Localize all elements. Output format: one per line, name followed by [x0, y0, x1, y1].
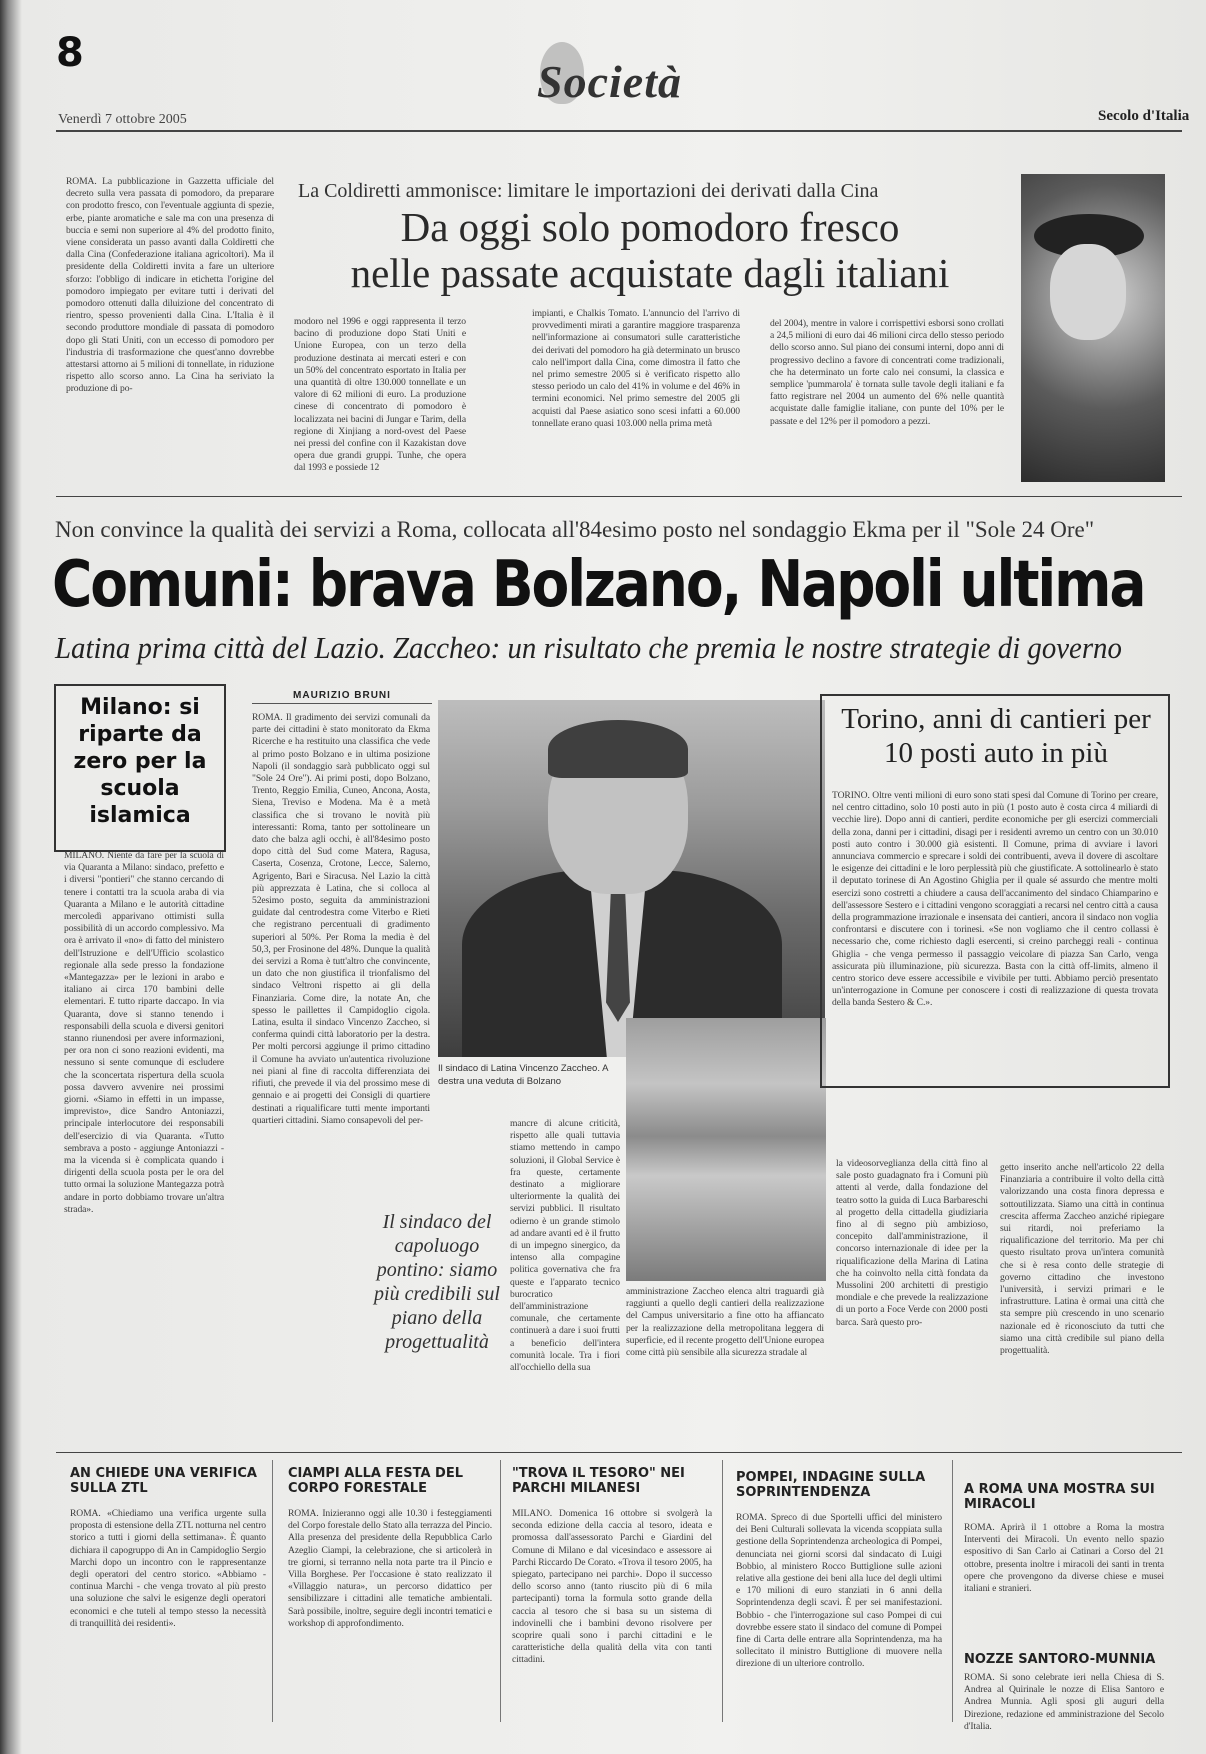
tomato-column-2: modoro nel 1996 e oggi rappresenta il terzo bacino di produzione dopo Stati Uniti e Unione Europea, con un terzo della produzione destinata ai mercati esteri e con un 50% del concentrato esportato in Italia per una quantità di oltre 130.000 tonnellate e un valore di 62 milioni di euro. La produzione cinese di concentrato di pomodoro è localizzata nei bacini di Jungar e Tarim, della regione di Xinjiang a nord-ovest del Paese nei pressi del confine con il Kazakistan dove opera due grandi gruppi. Tunhe, che opera dal 1993 e possiede 12 — [294, 316, 466, 474]
main-column-5: getto inserito anche nell'articolo 22 della Finanziaria a contribuire il volto della città valorizzando una costa finora depressa e sottoutilizzata. Siamo una città in continua crescita afferma Zaccheo anziché ripiegare sui ritardi, noi preferiamo la riqualificazione del territorio. Ma per chi questo risultato prova un'intera comunità che si è resa conto delle strategie di governo cittadino che investono l'università, i servizi primari e le infrastrutture. Latina è ormai una città che sta sempre più crescendo in uno scenario nazionale ed è riconosciuto da tutti che siamo una città credibile sul piano della progettualità. — [1000, 1162, 1164, 1357]
brief-title: A ROMA UNA MOSTRA SUI MIRACOLI — [964, 1482, 1155, 1512]
brief-title: CIAMPI ALLA FESTA DEL CORPO FORESTALE — [288, 1466, 464, 1496]
main-kicker: Non convince la qualità dei servizi a Roma, collocata all'84esimo posto nel sondaggio Ekma per il "Sole 24 Ore" — [55, 517, 1095, 542]
byline: MAURIZIO BRUNI — [252, 690, 432, 704]
brief-body: ROMA. Aprirà il 1 ottobre a Roma la mostra Interventi dei Miracoli. Un evento nello spazio espositivo di San Carlo ai Catinari a Corso del 21 ottobre, presenta inoltre i miracoli dei santi in trenta opere che provengono da diverse chiese e musei italiani e stranieri. — [964, 1522, 1164, 1595]
tomato-column-1: ROMA. La pubblicazione in Gazzetta ufficiale del decreto sulla vera passata di pomodoro, da preparare con prodotto fresco, con l'eventuale aggiunta di spezie, erbe, piante aromatiche e sale ma con una presenza di buccia e semi non superiore al 4% del prodotto finito, viene considerata un passo avanti dalla Coldiretti che dalla Cina (Confederazione italiana agricoltori). Ma il presidente della Coldiretti invita a fare un ulteriore sforzo: l'obbligo di indicare in etichetta l'origine del pomodoro impiegato per evitare tutti i derivati del pomodoro ottenuti dalla diluizione del concentrato di rientro, spesso provenienti dalla Cina. L'Italia è il secondo produttore mondiale di passata di pomodoro dopo gli Stati Uniti, con un eccesso di pomodoro per l'industria di trasformazione che quest'anno dovrebbe attestarsi attorno ai 5 milioni di tonnellate, in riduzione rispetto allo scorso anno. La Cina ha seriviato la produzione di po- — [66, 176, 274, 395]
photo-bolzano-view — [626, 1018, 826, 1281]
briefs-divider — [952, 1460, 953, 1722]
main-column-3: amministrazione Zaccheo elenca altri traguardi già raggiunti a quello degli cantieri della realizzazione del Campus universitario a fine otto ha affiancato per la realizzazione della metropolitana leggera di superficie, ed il recente progetto dell'Unione europea come città più sensibile alla sicurezza stradale al — [626, 1286, 824, 1359]
tomato-column-3: impianti, e Chalkis Tomato. L'annuncio del l'arrivo di provvedimenti mirati a garantire maggiore trasparenza nell'informazione ai consumatori sulle caratteristiche dei derivati del pomodoro ha già determinato un brusco calo nell'import dalla Cina, come dimostra il fatto che nel primo semestre 2005 si è verificato rispetto allo stesso periodo un calo del 41% in volume e del 46% in termini economici. Nel primo semestre del 2005 gli acquisti dal Paese asiatico sono scesi infatti a 60.000 tonnellate erano quasi 103.000 nella prima metà — [532, 308, 740, 429]
milano-box-title: Milano: si riparte da zero per la scuola islamica — [73, 695, 207, 828]
torino-box-body: TORINO. Oltre venti milioni di euro sono stati spesi dal Comune di Torino per creare, nel centro cittadino, solo 10 posti auto in più (1 posto auto è costa circa 4 miliardi di vecchie lire). Dopo anni di cantieri, perdite economiche per gli esercizi commerciali della zona, danni per i cittadini, disagi per i residenti avremo un centro con un 30.010 posti auto contro i 30.000 già esistenti. Il Comune, prima di avviare i lavori annunciava commercio e sprecare i soldi dei contribuenti, aveva il dovere di ascoltare le esigenze dei cittadini e le loro perplessità più che giustificate. A sottolinearlo è stato il deputato torinese di An Agostino Ghiglia per il quale sé assurdo che mentre molti esercizi sono costretti a chiudere a causa dell'accanimento del sindaco Chiamparino e dell'assessore Sestero e i cittadini vengono scoraggiati a recarsi nel centro città a causa della programmazione irrazionale e insensata dei cantieri, ancora il sindaco non voglia confrontarsi e discutere con i torinesi. «Se non vogliamo che il centro collassi è necessario che, come richiesto dagli esercenti, si creino parcheggi reali - continua Ghiglia - che venga permesso il passaggio veicolare di piazza San Carlo, venga assicurata più illuminazione, più sicurezza. Basta con la città off-limits, almeno il centro storico deve essere accessibile e vivibile per tutti. Abbiamo perciò presentato un'interrogazione in Comune per conoscere i costi di realizzazione di questa trovata della banda Sestero & C.». — [832, 790, 1158, 1009]
main-column-2: mancre di alcune criticità, rispetto alle quali tuttavia stiamo mettendo in campo soluzioni, il Global Service è fra queste, certamente destinato a migliorare ulteriormente la qualità dei servizi pubblici. Il risultato odierno è un grande stimolo ad andare avanti ed è il frutto di un impegno sinergico, da intenso alla compagine politica governativa che fra queste e l'apparato tecnico burocratico dell'amministrazione comunale, che certamente continuerà a dare i suoi frutti a beneficio dell'intera comunità locale. Tra i fiori all'occhiello della sua — [510, 1118, 620, 1374]
brief-title: AN CHIEDE UNA VERIFICA SULLA ZTL — [70, 1466, 257, 1496]
tomato-headline — [290, 204, 1010, 296]
photo-face-shape — [1050, 244, 1126, 340]
section-title: Società — [537, 56, 682, 107]
brief-title: NOZZE SANTORO-MUNNIA — [964, 1652, 1156, 1667]
newspaper-name: Secolo d'Italia — [1098, 108, 1190, 124]
page-number: 8 — [56, 30, 84, 76]
briefs-rule — [56, 1452, 1182, 1453]
main-headline: Comuni: brava Bolzano, Napoli ultima — [52, 548, 1145, 622]
tomato-headline-line1: Da oggi solo pomodoro fresco — [400, 204, 900, 250]
masthead-rule — [56, 130, 1182, 132]
brief-title: POMPEI, INDAGINE SULLA SOPRINTENDENZA — [736, 1470, 926, 1500]
main-column-4: la videosorveglianza della città fino al sale posto guadagnato fra i Comuni più attenti al verde, dalla fondazione del teatro sotto la guida di Luca Barbareschi al progetto della cittadella giudiziaria fino al di segno più ambizioso, concepito dall'amministrazione, il concorso internazionale di idee per la riqualificazione della Marina di Latina che ha coinvolto nella città fondata da Mussolini 200 architetti di prestigio mondiale e che prevede la realizzazione di un porto a Foce Verde con 2000 posti barca. Sarà questo pro- — [836, 1158, 988, 1328]
main-column-1: ROMA. Il gradimento dei servizi comunali da parte dei cittadini è stato monitorato da Ekma Ricerche e ha restituito una classifica che vede al primo posto Bolzano e in ultima posizione Napoli (il sondaggio sarà pubblicato oggi sul "Sole 24 Ore"). Ai primi posti, dopo Bolzano, Trento, Reggio Emilia, Cuneo, Ancona, Aosta, Siena, Treviso e Modena. Ma è a metà classifica che si trovano le novità più interessanti: Roma, tanto per sottolineare un dato che balza agli occhi, è all'84esimo posto dopo città del Sud come Matera, Ragusa, Caserta, Cosenza, Crotone, Lecce, Salerno, Agrigento, Bari e Siracusa. Nel Lazio la città più apprezzata è Latina, che si colloca al 52esimo posto, seguita da amministrazioni guidate dal centrodestra come Viterbo e Rieti che registrano percentuali di gradimento superiori al 50%. Per Roma la media è del 50,3, per Frosinone del 48%. Dunque la qualità dei servizi a Roma è tutt'altro che convincente, un dato che non giustifica il trionfalismo del sindaco Veltroni rispetto ai gli della Finanziaria. Come dire, la notate An, che spesso le paillettes il Campidoglio cigola. Latina, esulta il sindaco Vincenzo Zaccheo, si conferma quindi città laboratorio per la destra. Per molti percorsi aggiunge il primo cittadino il Comune ha avviato un'autentica rivoluzione nei piani al fine di raccolta differenziata dei rifiuti, che prevede il via del prossimo mese di gennaio e ai progetti dei Consigli di quartiere destinati a riqualificare tutti mente importanti quartieri cittadini. Siamo consapevoli del per- — [252, 712, 430, 1126]
brief-body: ROMA. Spreco di due Sportelli uffici del ministero dei Beni Culturali sollevata la vicenda scoppiata sulla gestione della Soprintendenza archeologica di Pompei, denunciata nei giorni scorsi dal sindacato di Luigi Bobbio, al ministero Rocco Buttiglione sulle azioni relative alla gestione dei beni alla luce del degli ultimi e 170 milioni di euro stanziati in 6 anni della Soprintendenza degli scavi. È per sei manifestazioni. Bobbio - che l'interrogazione sul caso Pompei di cui dovrebbe essere stato il sindaco del comune di Pompei fine di Carta delle entrare alla Soprintendenza, ma ha sollecitato il ministro Buttiglione di muovere nella direzione di un ulteriore controllo. — [736, 1512, 942, 1670]
brief-body: ROMA. «Chiediamo una verifica urgente sulla proposta di estensione della ZTL notturna nel centro storico a tutti i giorni della settimana». È quanto dichiara il capogruppo di An in Campidoglio Sergio Marchi dopo un incontro con le rappresentanze degli operatori del centro storico. «Abbiamo - continua Marchi - che venga trovato al più presto una soluzione che salvi le esigenze degli operatori economici e che tuteli al tempo stesso la necessità di tranquillità dei residenti». — [70, 1508, 266, 1629]
tomato-kicker: La Coldiretti ammonisce: limitare le importazioni dei derivati dalla Cina — [298, 180, 879, 202]
photo-mayor-hair-shape — [548, 720, 688, 778]
briefs-divider — [272, 1460, 273, 1722]
brief-body: ROMA. Inizieranno oggi alle 10.30 i festeggiamenti del Corpo forestale dello Stato alla terrazza del Pincio. Alla presenza del presidente della Repubblica Carlo Azeglio Ciampi, la celebrazione, che si articolerà in tre giorni, si terranno nella nota parte tra il Pincio e Villa Borghese. Per l'occasione è stato realizzato il «Villaggio natura», un percorso didattico per sensibilizzare i cittadini alle tematiche ambientali. Sarà possibile, inoltre, seguire degli incontri tematici e workshop di approfondimento. — [288, 1508, 492, 1629]
pull-quote: Il sindaco del capoluogo pontino: siamo più credibili sul piano della progettualità — [374, 1211, 500, 1353]
main-subhead: Latina prima città del Lazio. Zaccheo: un risultato che premia le nostre strategie di governo — [55, 630, 1122, 665]
tomato-headline-line2: nelle passate acquistate dagli italiani — [350, 250, 950, 296]
brief-body: ROMA. Si sono celebrate ieri nella Chiesa di S. Andrea al Quirinale le nozze di Elisa Santoro e Andrea Munnia. Agli sposi gli auguri della Direzione, redazione ed amministrazione del Secolo d'Italia. — [964, 1672, 1164, 1732]
milano-box-body: MILANO. Niente da fare per la scuola di via Quaranta a Milano: sindaco, prefetto e i diversi "pontieri" che stanno cercando di tenere i contatti tra la scuola araba di via Quaranta a Milano e le autorità cittadine mercoledì apparivano ottimisti sulla possibilità di un accordo complessivo. Ma ora è arrivato il «no» di fatto del ministero dell'Istruzione e dell'Ufficio scolastico regionale alla sede presso la fondazione «Mantegazza» per le lezioni in arabo e italiano ai circa 170 bambini delle elementari. E tutto riparte daccapo. In via Quaranta, dove si stanno tenendo i responsabili della scuola e diversi genitori stanno riunendosi per avere informazioni, per ora non ci sono reazioni evidenti, ma nessuno si sente comunque di escludere che la sconcertata rispertura della scuola possa davvero avvenire nei prossimi giorni. «Siamo in effetti in un impasse, imprevisto», dice Sandro Antoniazzi, principale interlocutore dei responsabili dell'esercizio di via Quaranta. «Tutto sembrava a posto - aggiunge Antoniazzi - ma la vicenda si è complicata quando i dirigenti della scuola posta per le ora del tutto ormai la soluzione Mantegazza potrà andare in porto dobbiamo trovare un'altra strada». — [64, 850, 224, 1215]
torino-box-title: Torino, anni di cantieri per 10 posti auto in più — [841, 703, 1151, 769]
photo-caption: Il sindaco di Latina Vincenzo Zaccheo. A destra una veduta di Bolzano — [438, 1063, 608, 1087]
brief-body: MILANO. Domenica 16 ottobre si svolgerà la seconda edizione della caccia al tesoro, ideata e promossa dall'assessorato Parchi e Giardini del Comune di Milano e dal vicesindaco e assessore ai Parchi Riccardo De Corato. «Trova il tesoro 2005, ha spiegato, partecipano nei parchi». Dopo il successo dello scorso anno (tanto riuscito più di 6 mila partecipanti) torna la formula sotto grande della caccia al tesoro che si basa su un sistema di indovinelli che i bambini devono risolvere per scoprire quali sono i parchi cittadini e le caratteristiche della qualità della vita con tanti cittadini. — [512, 1508, 712, 1666]
briefs-divider — [722, 1460, 723, 1722]
top-story-rule — [56, 496, 1182, 497]
tomato-column-4: del 2004), mentre in valore i corrispettivi esborsi sono crollati a 24,5 milioni di euro dai 46 milioni circa dello stesso periodo dello scorso anno. Sul piano dei consumi interni, dopo anni di progressivo declino a favore di concentrati come tradizionali, che ha determinato un forte calo nei consumi, la classica e semplice 'pummarola' è tornata sulle tavole degli italiani e fa fatto registrare nel 2004 un aumento del 6% nelle quantità acquistate dalle famiglie italiane, con punte del 10% per le passate e del 12% per il pomodoro a pezzi. — [770, 318, 1004, 427]
briefs-divider — [500, 1460, 501, 1722]
issue-date: Venerdì 7 ottobre 2005 — [58, 112, 187, 127]
brief-title: "TROVA IL TESORO" NEI PARCHI MILANESI — [512, 1466, 685, 1496]
